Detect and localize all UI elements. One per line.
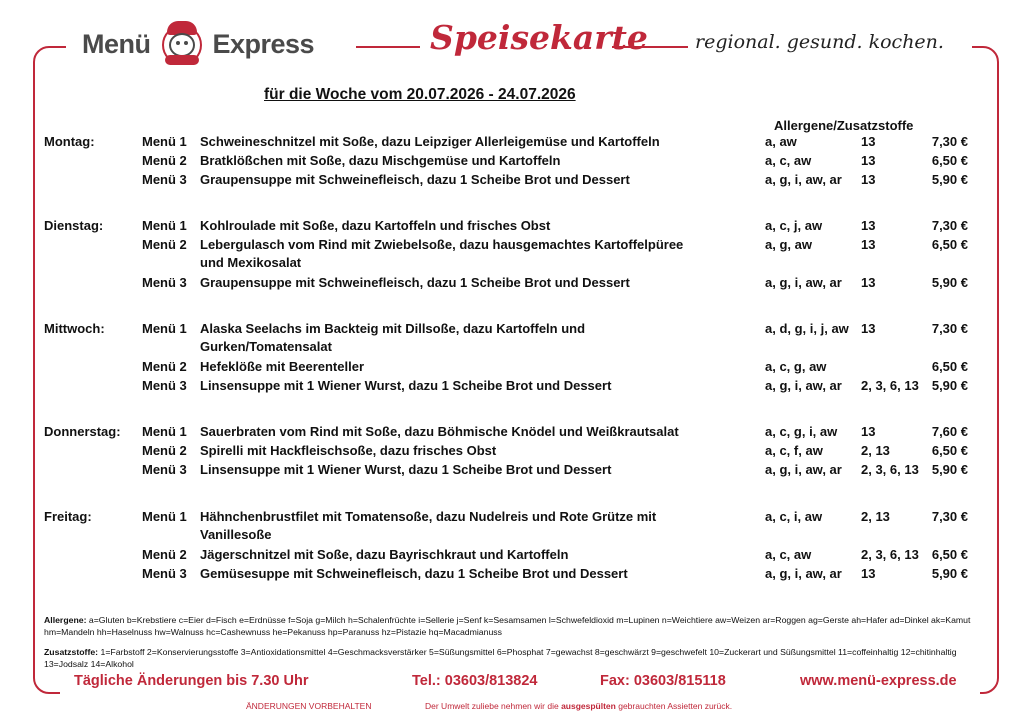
week-label: für die Woche vom 20.07.2026 - 24.07.2026 [264,86,576,103]
additive-codes: 13 [861,134,876,149]
allergen-codes: a, aw [765,134,797,149]
price: 7,30 € [931,509,968,524]
additive-codes: 13 [861,275,876,290]
allergen-codes: a, g, aw [765,237,812,252]
price: 6,50 € [931,547,968,562]
environment-note-pre: Der Umwelt zuliebe nehmen wir die [425,701,562,711]
menu-number: Menü 2 [142,547,187,562]
menu-number: Menü 2 [142,237,187,252]
environment-note [425,701,732,711]
price: 7,60 € [931,424,968,439]
additive-legend-title: Zusatzstoffe: [44,647,99,657]
additive-legend [44,646,974,670]
menu-number: Menü 1 [142,134,187,149]
additive-codes: 13 [861,566,876,581]
allergen-codes: a, c, aw [765,153,812,168]
slogan: regional. gesund. kochen. [695,31,944,53]
environment-note-post: gebrauchten Assietten zurück. [615,701,733,711]
dish-description: Schweineschnitzel mit Soße, dazu Leipziger Allerleigemüse und Kartoffeln [200,134,660,149]
additive-legend-text: 1=Farbstoff 2=Konservierungsstoffe 3=Antioxidationsmittel 4=Geschmacksverstärker 5=Süßungsmittel 6=Phosphat 7=gewachst 8=geschwärzt 9=geschwefelt 10=Zuckerart und Süßungsmittel 11=coffeinhaltig 12=chitinhaltig 13=Jodsalz 14=Alkohol [44,647,957,669]
dish-description: Linsensuppe mit 1 Wiener Wurst, dazu 1 Scheibe Brot und Dessert [200,378,612,393]
page-title: Speisekarte [430,18,648,57]
menu-number: Menü 3 [142,462,187,477]
allergen-codes: a, g, i, aw, ar [765,566,842,581]
menu-number: Menü 1 [142,218,187,233]
dish-description: Alaska Seelachs im Backteig mit Dillsoße, dazu Kartoffeln und Gurken/Tomatensalat [200,321,586,354]
phone-number: Tel.: 03603/813824 [412,673,538,689]
price: 5,90 € [931,172,968,187]
allergen-column-header: Allergene/Zusatzstoffe [774,118,914,133]
additive-codes: 13 [861,424,876,439]
price: 7,30 € [931,134,968,149]
allergen-codes: a, g, i, aw, ar [765,172,842,187]
allergen-codes: a, c, g, aw [765,359,827,374]
dish-description: Jägerschnitzel mit Soße, dazu Bayrischkraut und Kartoffeln [200,547,569,562]
price: 7,30 € [931,218,968,233]
dish-description: Graupensuppe mit Schweinefleisch, dazu 1 Scheibe Brot und Dessert [200,275,630,290]
changes-reserved-note: ÄNDERUNGEN VORBEHALTEN [246,701,372,711]
allergen-codes: a, g, i, aw, ar [765,462,842,477]
day-name: Donnerstag: [44,424,121,439]
brand-logo [82,24,314,64]
dish-description: Lebergulasch vom Rind mit Zwiebelsoße, dazu hausgemachtes Kartoffelpüree und Mexikosalat [200,237,684,270]
day-name: Montag: [44,134,95,149]
dish-description: Bratklößchen mit Soße, dazu Mischgemüse und Kartoffeln [200,153,561,168]
additive-codes: 13 [861,218,876,233]
dish-description: Kohlroulade mit Soße, dazu Kartoffeln und frisches Obst [200,218,551,233]
allergen-codes: a, d, g, i, j, aw [765,321,849,336]
dish-description: Sauerbraten vom Rind mit Soße, dazu Böhmische Knödel und Weißkrautsalat [200,424,679,439]
additive-codes: 2, 13 [861,443,890,458]
allergen-codes: a, c, i, aw [765,509,823,524]
allergen-codes: a, c, g, i, aw [765,424,838,439]
additive-codes: 2, 3, 6, 13 [861,462,919,477]
allergen-codes: a, c, f, aw [765,443,823,458]
menu-number: Menü 2 [142,153,187,168]
allergen-codes: a, g, i, aw, ar [765,275,842,290]
dish-description: Hähnchenbrustfilet mit Tomatensoße, dazu Nudelreis und Rote Grütze mit Vanillesoße [200,509,657,542]
allergen-codes: a, c, j, aw [765,218,823,233]
chef-mascot-icon [159,21,205,67]
additive-codes: 13 [861,321,876,336]
menu-number: Menü 2 [142,359,187,374]
dish-description: Graupensuppe mit Schweinefleisch, dazu 1 Scheibe Brot und Dessert [200,172,630,187]
dish-description: Linsensuppe mit 1 Wiener Wurst, dazu 1 Scheibe Brot und Dessert [200,462,612,477]
additive-codes: 13 [861,237,876,252]
allergen-legend [44,614,974,638]
menu-number: Menü 3 [142,172,187,187]
price: 6,50 € [931,237,968,252]
allergen-codes: a, c, aw [765,547,812,562]
price: 5,90 € [931,275,968,290]
day-name: Dienstag: [44,218,104,233]
allergen-legend-title: Allergene: [44,615,87,625]
additive-codes: 13 [861,172,876,187]
menu-number: Menü 1 [142,321,187,336]
website-link[interactable]: www.menü-express.de [800,673,957,689]
menu-number: Menü 1 [142,424,187,439]
dish-description: Hefeklöße mit Beerenteller [200,359,365,374]
environment-note-bold: ausgespülten [561,701,616,711]
menu-number: Menü 1 [142,509,187,524]
daily-changes-note: Tägliche Änderungen bis 7.30 Uhr [74,673,309,689]
price: 6,50 € [931,153,968,168]
menu-number: Menü 2 [142,443,187,458]
additive-codes: 2, 13 [861,509,890,524]
price: 6,50 € [931,359,968,374]
additive-codes: 2, 3, 6, 13 [861,547,919,562]
brand-word-right: Express [212,28,315,59]
menu-number: Menü 3 [142,275,187,290]
additive-codes: 2, 3, 6, 13 [861,378,919,393]
allergen-codes: a, g, i, aw, ar [765,378,842,393]
brand-word-left: Menü [82,28,151,59]
price: 5,90 € [931,378,968,393]
price: 5,90 € [931,566,968,581]
dish-description: Spirelli mit Hackfleischsoße, dazu frisches Obst [200,443,497,458]
allergen-legend-text: a=Gluten b=Krebstiere c=Eier d=Fisch e=Erdnüsse f=Soja g=Milch h=Schalenfrüchte i=Sellerie j=Senf k=Sesamsamen l=Schwefeldioxid m=Lupinen n=Weichtiere aw=Weizen ar=Roggen ag=Gerste ah=Hafer ad=Dinkel ak=Kamut hm=Mandeln hh=Haselnuss hw=Walnuss hc=Cashewnuss he=Pekanuss hp=Paranuss hz=Pistazie hq=Macadmianuss [44,615,971,637]
dish-description: Gemüsesuppe mit Schweinefleisch, dazu 1 Scheibe Brot und Dessert [200,566,628,581]
additive-codes: 13 [861,153,876,168]
menu-number: Menü 3 [142,378,187,393]
day-name: Freitag: [44,509,92,524]
day-name: Mittwoch: [44,321,105,336]
price: 5,90 € [931,462,968,477]
fax-number: Fax: 03603/815118 [600,673,726,689]
price: 6,50 € [931,443,968,458]
menu-number: Menü 3 [142,566,187,581]
price: 7,30 € [931,321,968,336]
